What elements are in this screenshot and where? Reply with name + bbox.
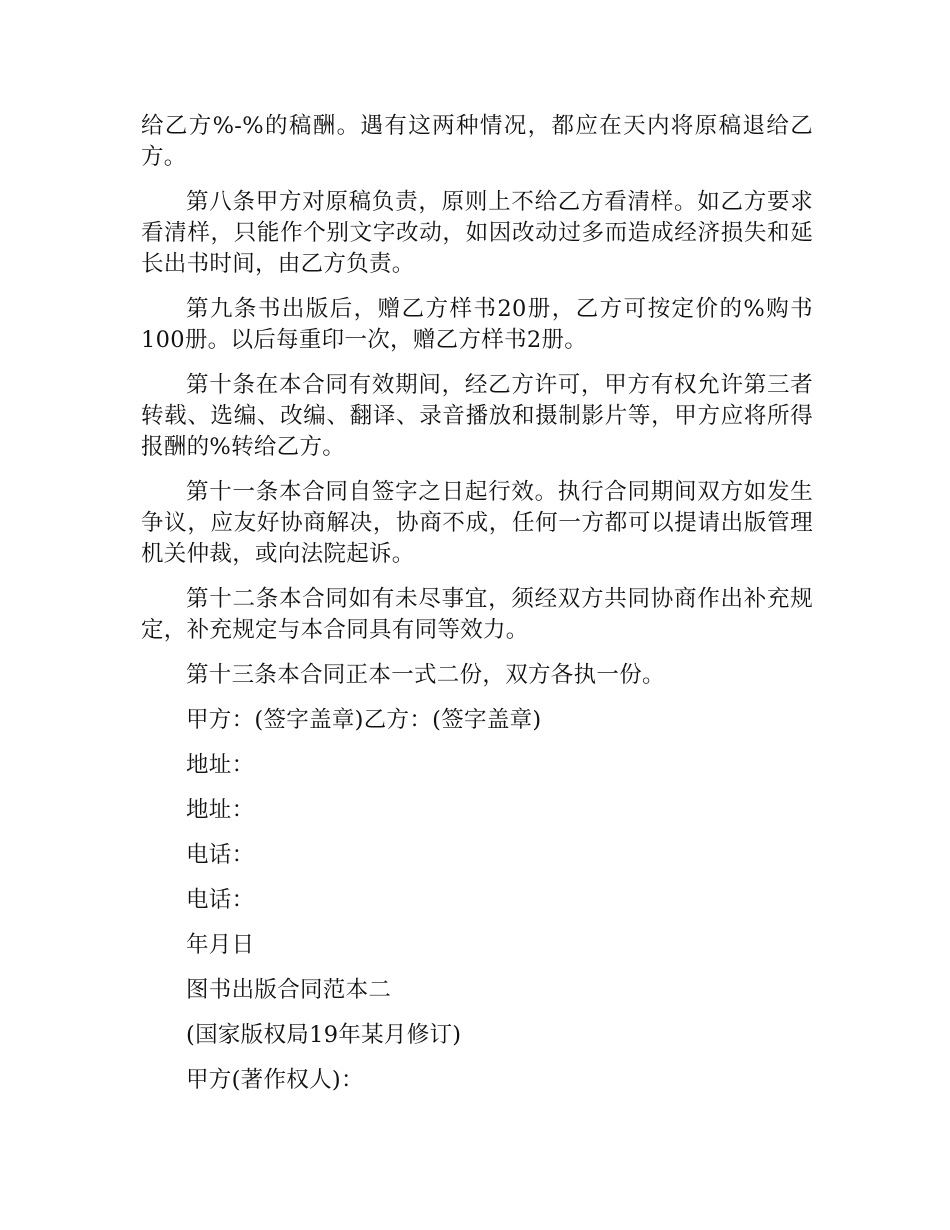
phone-line-b: 电话： [186,887,255,913]
paragraph-article-10: 第十条在本合同有效期间，经乙方许可，甲方有权允许第三者转载、选编、改编、翻译、录音播放和摄制影片等，甲方应将所得报酬的%转给乙方。 [141,372,813,460]
phone-line-a: 电话： [186,842,255,868]
paragraph-continuation: 给乙方%-%的稿酬。遇有这两种情况，都应在天内将原稿退给乙方。 [141,113,813,170]
paragraph-article-12: 第十二条本合同如有未尽事宜，须经双方共同协商作出补充规定，补充规定与本合同具有同等效力。 [141,586,813,643]
paragraph-article-9: 第九条书出版后，赠乙方样书20册，乙方可按定价的%购书100册。以后每重印一次，赠乙方样书2册。 [141,296,813,353]
date-line: 年月日 [186,932,255,958]
address-line-b: 地址： [186,797,255,823]
revision-note: (国家版权局19年某月修订) [186,1022,462,1048]
paragraph-article-11: 第十一条本合同自签字之日起行效。执行合同期间双方如发生争议，应友好协商解决，协商不成，任何一方都可以提请出版管理机关仲裁，或向法院起诉。 [141,479,813,567]
paragraph-article-8: 第八条甲方对原稿负责，原则上不给乙方看清样。如乙方要求看清样，只能作个别文字改动，如因改动过多而造成经济损失和延长出书时间，由乙方负责。 [141,189,813,277]
party-a-line: 甲方(著作权人)： [186,1067,364,1093]
signature-line: 甲方：(签字盖章)乙方：(签字盖章) [186,707,542,733]
paragraph-article-13: 第十三条本合同正本一式二份，双方各执一份。 [186,662,665,688]
section-title: 图书出版合同范本二 [186,977,392,1003]
address-line-a: 地址： [186,752,255,778]
document-page [141,111,813,1110]
